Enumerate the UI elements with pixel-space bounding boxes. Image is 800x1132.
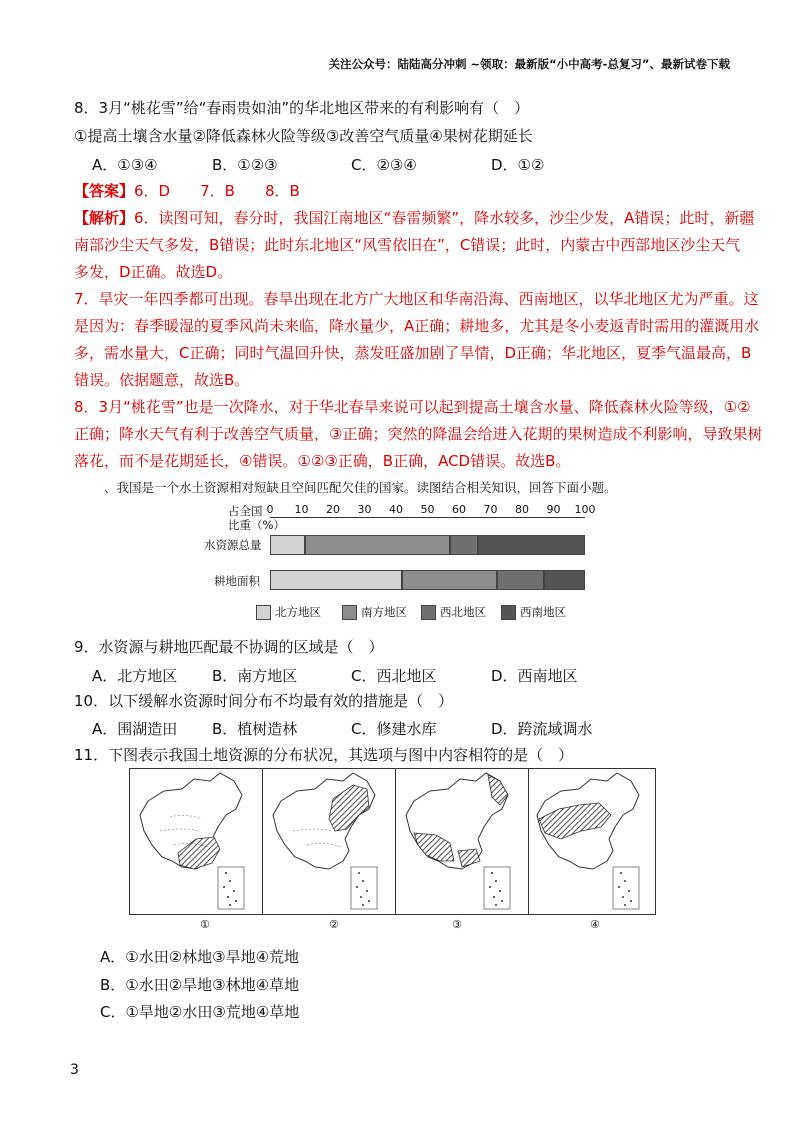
analysis-line-7: 错误。依据题意，故选B。 bbox=[74, 371, 250, 389]
legend-label: 南方地区 bbox=[361, 605, 407, 619]
page-number: 3 bbox=[70, 1062, 79, 1078]
bar-segment bbox=[478, 535, 585, 555]
category-label-water: 水资源总量 bbox=[204, 538, 262, 552]
legend-label: 西南地区 bbox=[520, 605, 566, 619]
map-label-1: ① bbox=[200, 918, 210, 931]
q10-stem: 10．以下缓解水资源时间分布不均最有效的措施是（ ） bbox=[74, 692, 454, 710]
bar-segment bbox=[497, 570, 544, 590]
legend-swatch bbox=[501, 605, 516, 620]
legend-label: 西北地区 bbox=[440, 605, 486, 619]
bar-segment bbox=[402, 570, 497, 590]
q9-option-a: A．北方地区 bbox=[92, 667, 178, 685]
legend-swatch bbox=[256, 605, 271, 620]
q8-option-c: C．②③④ bbox=[351, 156, 417, 174]
q11-option-a: A．①水田②林地③旱地④荒地 bbox=[100, 948, 300, 966]
land-map-1 bbox=[129, 768, 263, 915]
analysis-line-1: 【解析】6．读图可知，春分时，我国江南地区“春雷频繁”，降水较多，沙尘少发，A错误；此时，新疆 bbox=[74, 209, 755, 227]
chart-x-axis bbox=[270, 517, 585, 518]
x-tick-label: 0 bbox=[266, 503, 274, 516]
legend-label: 北方地区 bbox=[275, 605, 321, 619]
q10-option-b: B．植树造林 bbox=[212, 720, 298, 738]
map-label-2: ② bbox=[329, 918, 339, 931]
legend-swatch bbox=[421, 605, 436, 620]
bar-segment bbox=[270, 570, 402, 590]
analysis-line-8: 8．3月“桃花雪”也是一次降水，对于华北春旱来说可以起到提高土壤含水量、降低森林火险等级，①② bbox=[74, 398, 751, 416]
analysis-line-5: 是因为：春季暖湿的夏季风尚未来临，降水量少，A正确；耕地多，尤其是冬小麦返青时需用的灌溉用水 bbox=[74, 317, 760, 335]
answer-label: 【答案】 bbox=[74, 182, 135, 200]
legend-item bbox=[256, 604, 321, 620]
x-tick-label: 30 bbox=[357, 503, 372, 516]
bar-segment bbox=[305, 535, 450, 555]
page-header: 关注公众号：陆陆高分冲刺 ~领取：最新版“小中高考-总复习”、最新试卷下载 bbox=[328, 57, 730, 71]
q11-stem: 11．下图表示我国土地资源的分布状况，其选项与图中内容相符的是（ ） bbox=[74, 746, 574, 764]
bar-segment bbox=[544, 570, 585, 590]
analysis-label: 【解析】 bbox=[74, 209, 135, 227]
q11-option-c: C．①旱地②水田③荒地④草地 bbox=[100, 1003, 300, 1021]
map-label-3: ③ bbox=[452, 918, 462, 931]
q10-option-a: A．围湖造田 bbox=[92, 720, 178, 738]
q10-option-d: D．跨流域调水 bbox=[491, 720, 593, 738]
analysis-line-2: 南部沙尘天气多发，B错误；此时东北地区“风雪依旧在”，C错误；此时，内蒙古中西部地区沙尘天气 bbox=[74, 236, 741, 254]
legend-swatch bbox=[342, 605, 357, 620]
legend-item bbox=[501, 604, 566, 620]
q8-items: ①提高土壤含水量②降低森林火险等级③改善空气质量④果树花期延长 bbox=[74, 127, 533, 145]
chart-ylabel-1: 占全国 bbox=[228, 504, 263, 518]
x-tick-label: 100 bbox=[574, 503, 596, 516]
x-tick-label: 40 bbox=[389, 503, 403, 516]
analysis-line-6: 多，需水量大，C正确；同时气温回升快，蒸发旺盛加剧了旱情，D正确；华北地区，夏季气温最高，B bbox=[74, 344, 752, 362]
group-intro: 、我国是一个水土资源相对短缺且空间匹配欠佳的国家。读图结合相关知识，回答下面小题。 bbox=[104, 480, 617, 495]
x-tick-label: 50 bbox=[420, 503, 435, 516]
x-tick-label: 20 bbox=[326, 503, 340, 516]
bar-segment bbox=[450, 535, 478, 555]
land-map-2 bbox=[262, 768, 396, 915]
answer-text: 6．D 7．B 8．B bbox=[134, 182, 300, 200]
q10-option-c: C．修建水库 bbox=[351, 720, 437, 738]
analysis-line-3: 多发，D正确。故选D。 bbox=[74, 263, 233, 281]
x-tick-label: 10 bbox=[294, 503, 309, 516]
q9-option-c: C．西北地区 bbox=[351, 667, 437, 685]
category-label-farmland: 耕地面积 bbox=[214, 574, 260, 588]
q8-option-b: B．①②③ bbox=[212, 156, 278, 174]
bar-segment bbox=[270, 535, 305, 555]
q11-option-b: B．①水田②旱地③林地④草地 bbox=[100, 976, 300, 994]
analysis-line-9: 正确；降水天气有利于改善空气质量，③正确；突然的降温会给进入花期的果树造成不利影响，导致果树 bbox=[74, 425, 763, 443]
q9-option-b: B．南方地区 bbox=[212, 667, 298, 685]
chart-ylabel-2: 比重（%） bbox=[228, 518, 285, 532]
x-tick-label: 90 bbox=[546, 503, 561, 516]
legend-item bbox=[342, 604, 407, 620]
legend-item bbox=[421, 604, 486, 620]
q8-option-a: A．①③④ bbox=[92, 156, 158, 174]
analysis-line-4: 7．旱灾一年四季都可出现。春旱出现在北方广大地区和华南沿海、西南地区，以华北地区尤为严重。这 bbox=[74, 290, 759, 308]
q8-stem: 8．3月“桃花雪”给“春雨贵如油”的华北地区带来的有利影响有（ ） bbox=[74, 99, 530, 117]
land-map-4 bbox=[528, 768, 656, 915]
answer-line bbox=[74, 181, 300, 201]
q9-option-d: D．西南地区 bbox=[491, 667, 578, 685]
x-tick-label: 60 bbox=[452, 503, 466, 516]
land-map-3 bbox=[395, 768, 529, 915]
map-label-4: ④ bbox=[590, 918, 600, 931]
q8-option-d: D．①② bbox=[491, 156, 545, 174]
analysis-line-10: 落花，而不是花期延长，④错误。①②③正确，B正确，ACD错误。故选B。 bbox=[74, 452, 571, 470]
x-tick-label: 70 bbox=[483, 503, 498, 516]
q9-stem: 9．水资源与耕地匹配最不协调的区域是（ ） bbox=[74, 638, 384, 656]
x-tick-label: 80 bbox=[515, 503, 529, 516]
